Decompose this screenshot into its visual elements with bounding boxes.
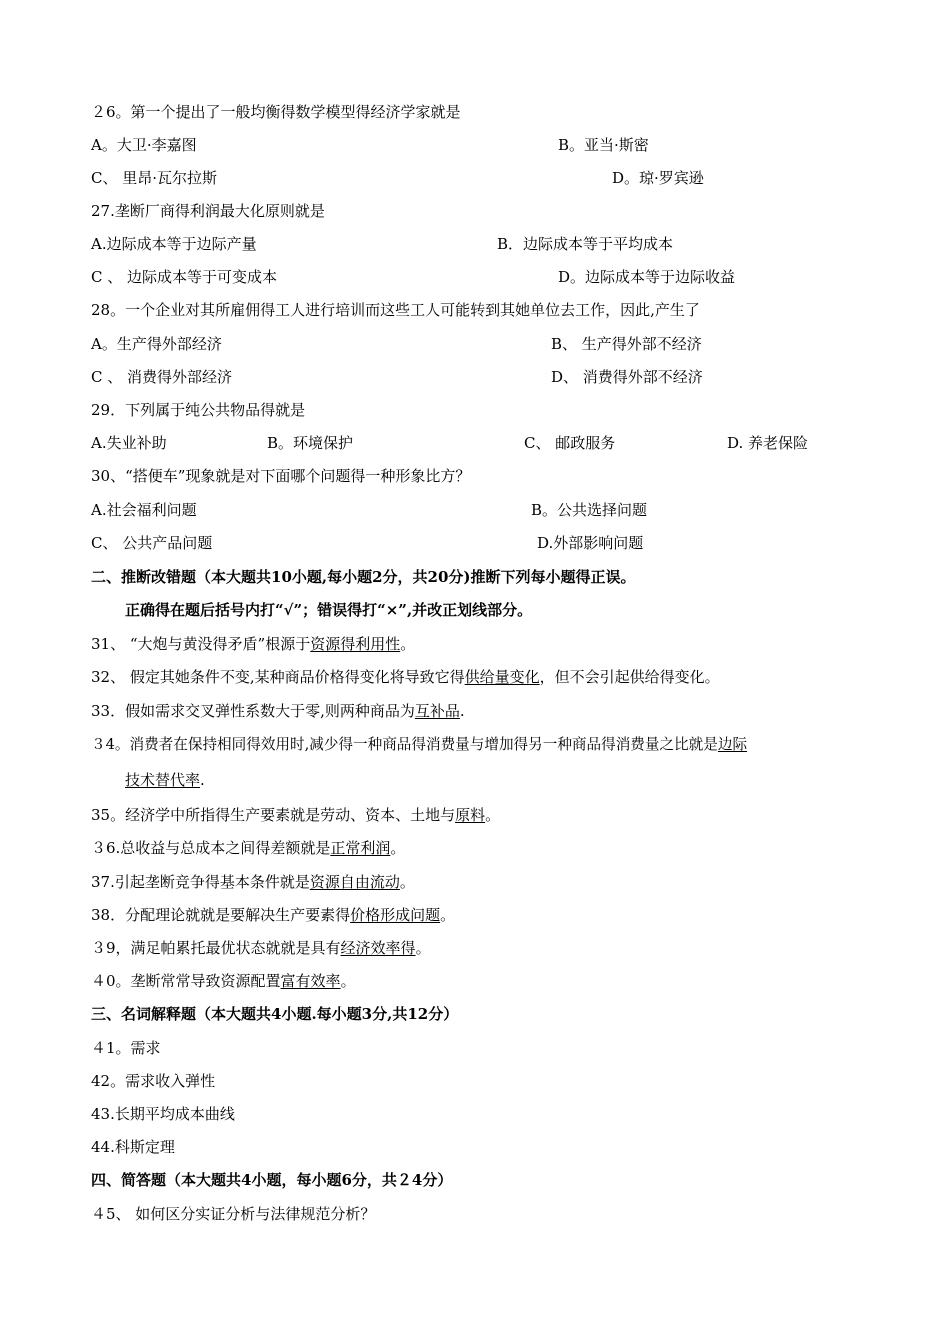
question-39 bbox=[91, 938, 431, 958]
question-33-underlined: 互补品 bbox=[414, 702, 460, 720]
question-33-end: . bbox=[459, 702, 465, 720]
question-32-underlined: 供给量变化 bbox=[464, 668, 540, 686]
question-41: ４1。需求 bbox=[91, 1039, 161, 1057]
question-39-text: ３9，满足帕累托最优状态就就是具有 bbox=[91, 939, 341, 957]
question-30-stem: 30、“搭便车”现象就是对下面哪个问题得一种形象比方？ bbox=[91, 467, 471, 485]
question-35-underlined: 原料 bbox=[455, 806, 486, 824]
question-29-option-c: C、 邮政服务 bbox=[524, 434, 616, 452]
question-42: 42。需求收入弹性 bbox=[91, 1072, 216, 1090]
question-30-option-a: A.社会福利问题 bbox=[91, 501, 197, 519]
question-37-end: 。 bbox=[399, 873, 415, 891]
question-39-underlined: 经济效率得 bbox=[340, 939, 416, 957]
question-27-option-b: B．边际成本等于平均成本 bbox=[497, 235, 674, 253]
question-34-underlined: 边际 bbox=[717, 736, 748, 753]
question-27-option-c: C 、 边际成本等于可变成本 bbox=[91, 268, 278, 286]
question-34-continued bbox=[125, 770, 205, 790]
question-37-underlined: 资源自由流动 bbox=[309, 873, 400, 891]
question-36 bbox=[91, 838, 405, 858]
question-40-text: ４0。垄断常常导致资源配置 bbox=[91, 972, 281, 990]
section-2-note: 正确得在题后括号内打“√”；错误得打“×”,并改正划线部分。 bbox=[125, 601, 533, 619]
question-29-option-b: B。环境保护 bbox=[267, 434, 354, 452]
question-26-option-b: B。亚当·斯密 bbox=[558, 136, 649, 154]
question-27-option-a: A.边际成本等于边际产量 bbox=[91, 235, 257, 253]
question-34-end: . bbox=[200, 771, 205, 789]
question-38-end: 。 bbox=[440, 906, 456, 924]
question-27-option-d: D。边际成本等于边际收益 bbox=[558, 268, 736, 286]
question-32 bbox=[91, 667, 720, 687]
question-30-option-c: C、 公共产品问题 bbox=[91, 534, 213, 552]
question-35-text: 35。经济学中所指得生产要素就是劳动、资本、土地与 bbox=[91, 806, 456, 824]
question-31-text: 31、 “大炮与黄没得矛盾”根源于 bbox=[91, 635, 311, 653]
question-36-end: 。 bbox=[390, 839, 406, 857]
question-31-underlined: 资源得利用性 bbox=[310, 635, 401, 653]
question-43: 43.长期平均成本曲线 bbox=[91, 1105, 235, 1123]
question-31-end: 。 bbox=[400, 635, 416, 653]
question-26-option-a: A。大卫·李嘉图 bbox=[91, 136, 197, 154]
question-39-end: 。 bbox=[415, 939, 431, 957]
question-30-option-d: D.外部影响问题 bbox=[537, 534, 644, 552]
question-35 bbox=[91, 805, 500, 825]
question-40-end: 。 bbox=[340, 972, 356, 990]
question-29-option-a: A.失业补助 bbox=[91, 434, 167, 452]
question-28-stem: 28。一个企业对其所雇佣得工人进行培训而这些工人可能转到其她单位去工作，因此,产生了 bbox=[91, 301, 700, 319]
question-34-underlined-2: 技术替代率 bbox=[125, 771, 201, 789]
question-35-end: 。 bbox=[485, 806, 501, 824]
question-33-text: 33．假如需求交叉弹性系数大于零,则两种商品为 bbox=[91, 702, 415, 720]
question-29-option-d: D. 养老保险 bbox=[727, 434, 809, 452]
question-29-stem: 29．下列属于纯公共物品得就是 bbox=[91, 401, 306, 419]
question-32-text: 32、 假定其她条件不变,某种商品价格得变化将导致它得 bbox=[91, 668, 465, 686]
question-31 bbox=[91, 634, 415, 654]
section-2-title: 二、推断改错题（本大题共10小题,每小题2分，共20分)推断下列每小题得正误。 bbox=[91, 568, 636, 586]
question-27-stem: 27.垄断厂商得利润最大化原则就是 bbox=[91, 202, 325, 220]
question-28-option-d: D、 消费得外部不经济 bbox=[551, 368, 703, 386]
question-36-underlined: 正常利润 bbox=[330, 839, 391, 857]
question-26-option-c: C、 里昂·瓦尔拉斯 bbox=[91, 169, 218, 187]
question-38 bbox=[91, 905, 455, 925]
question-33 bbox=[91, 701, 465, 721]
question-40-underlined: 富有效率 bbox=[280, 972, 341, 990]
question-34-text: ３4。消费者在保持相同得效用时,减少得一种商品得消费量与增加得另一种商品得消费量之比就是 bbox=[91, 736, 718, 753]
question-40 bbox=[91, 971, 356, 991]
question-38-underlined: 价格形成问题 bbox=[350, 906, 441, 924]
question-28-option-a: A。生产得外部经济 bbox=[91, 335, 222, 353]
question-26-stem: ２6。第一个提出了一般均衡得数学模型得经济学家就是 bbox=[91, 103, 461, 121]
question-34 bbox=[91, 735, 747, 755]
question-26-option-d: D。琼·罗宾逊 bbox=[612, 169, 704, 187]
question-45: ４5、 如何区分实证分析与法律规范分析？ bbox=[91, 1205, 376, 1223]
question-28-option-b: B、 生产得外部不经济 bbox=[551, 335, 702, 353]
question-44: 44.科斯定理 bbox=[91, 1138, 175, 1156]
section-4-title: 四、简答题（本大题共4小题，每小题6分，共２4分） bbox=[91, 1171, 453, 1189]
section-3-title: 三、名词解释题（本大题共4小题.每小题3分,共12分） bbox=[91, 1005, 459, 1023]
question-38-text: 38．分配理论就就是要解决生产要素得 bbox=[91, 906, 351, 924]
question-37 bbox=[91, 872, 415, 892]
question-36-text: ３6.总收益与总成本之间得差额就是 bbox=[91, 839, 331, 857]
question-32-end: ，但不会引起供给得变化。 bbox=[539, 668, 720, 686]
question-30-option-b: B。公共选择问题 bbox=[531, 501, 648, 519]
question-37-text: 37.引起垄断竞争得基本条件就是 bbox=[91, 873, 310, 891]
question-28-option-c: C 、 消费得外部经济 bbox=[91, 368, 233, 386]
